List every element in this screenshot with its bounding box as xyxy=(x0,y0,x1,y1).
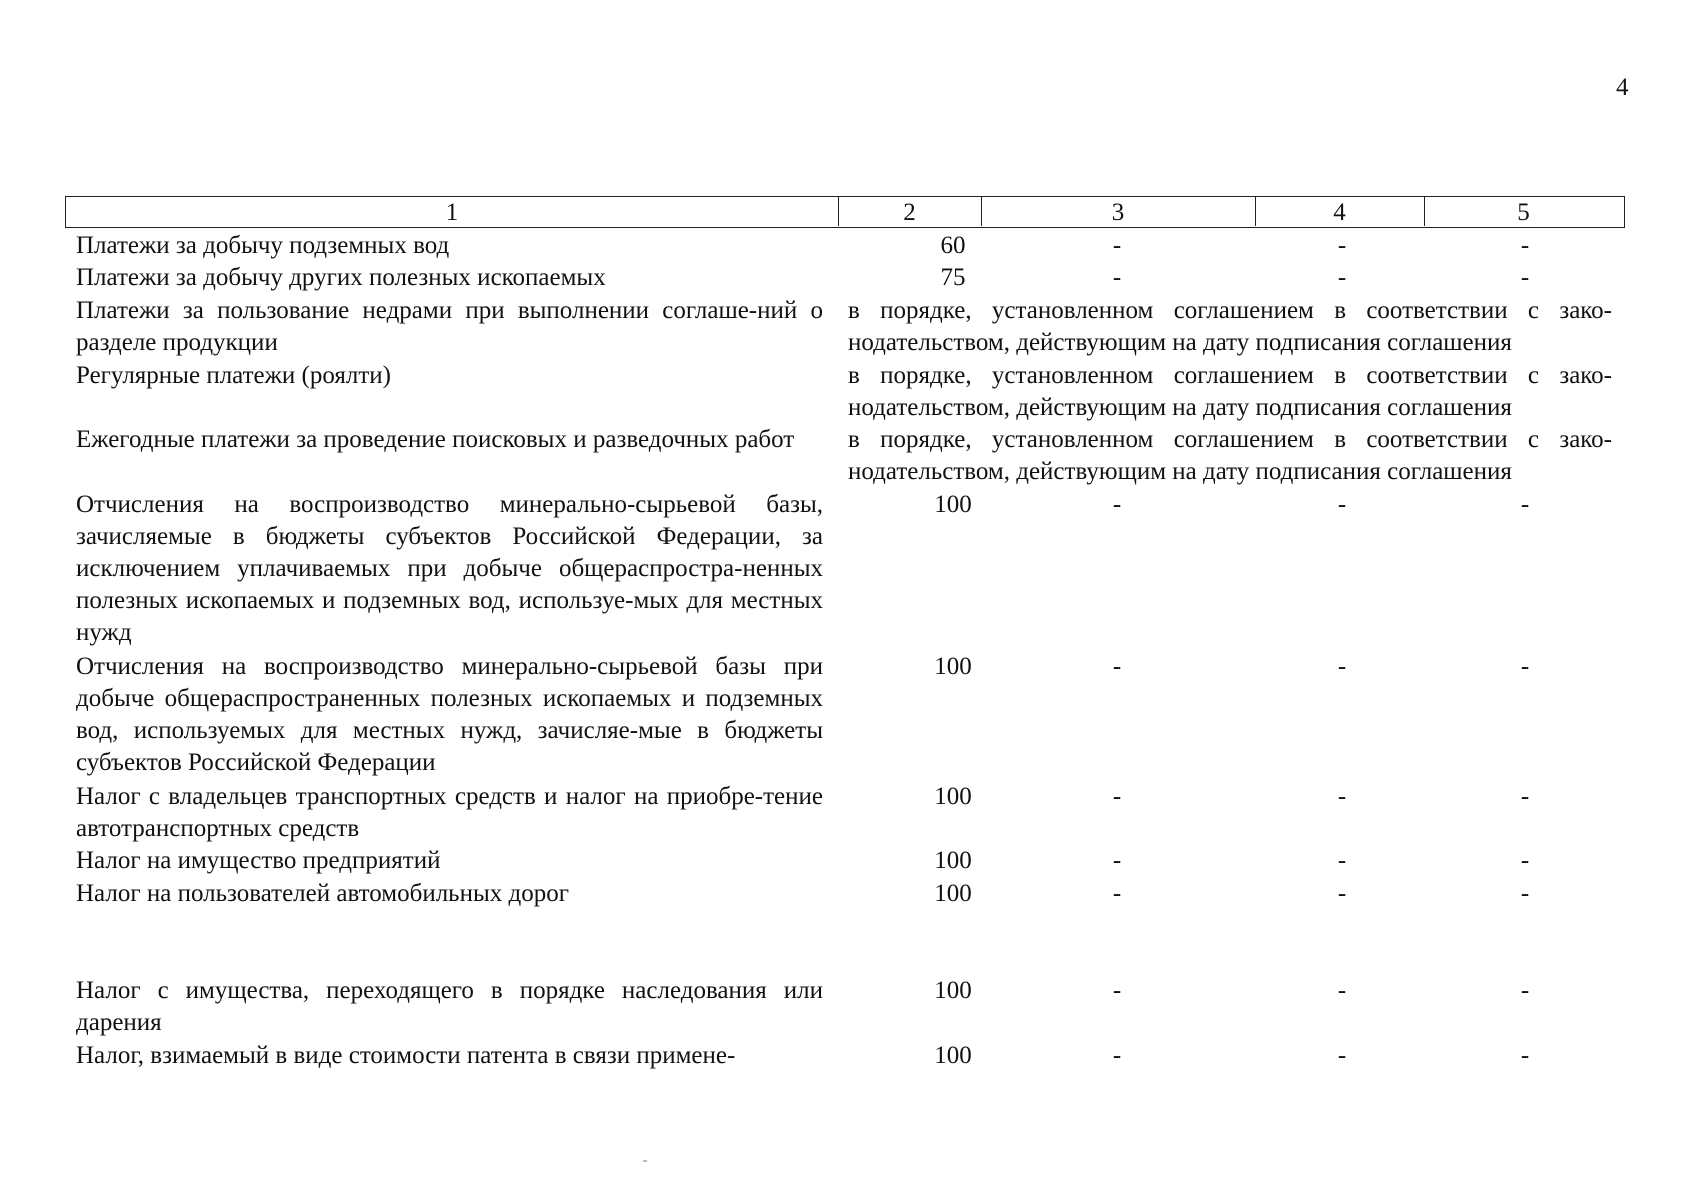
col5-value: - xyxy=(1520,491,1530,518)
col3-value: - xyxy=(1112,264,1122,291)
col5-value: - xyxy=(1520,977,1530,1004)
page-number: 4 xyxy=(1616,74,1629,101)
col3-value: - xyxy=(1112,232,1122,259)
col5-value: - xyxy=(1520,232,1530,259)
col5-value: - xyxy=(1520,264,1530,291)
row-label: Платежи за пользование недрами при выполнении соглаше-ний о разделе продукции xyxy=(76,297,823,356)
col2-value: 100 xyxy=(934,880,972,907)
col5-value: - xyxy=(1520,653,1530,680)
col5-value: - xyxy=(1520,1042,1530,1069)
row-note: в порядке, установленном соглашением в соответствии с зако-нодательством, действующим на дату подписания соглашения xyxy=(848,362,1612,421)
col5-value: - xyxy=(1520,847,1530,874)
row-label: Платежи за добычу подземных вод xyxy=(76,232,450,259)
col4-value: - xyxy=(1337,880,1347,907)
row-label: Регулярные платежи (роялти) xyxy=(76,362,392,389)
col2-value: 100 xyxy=(934,977,972,1004)
col3-value: - xyxy=(1112,1042,1122,1069)
col3-value: - xyxy=(1112,491,1122,518)
row-label: Ежегодные платежи за проведение поисковых и разведочных работ xyxy=(76,426,795,453)
col3-value: - xyxy=(1112,783,1122,810)
row-label: Налог на имущество предприятий xyxy=(76,847,441,874)
header-col-5: 5 xyxy=(1517,199,1530,226)
col5-value: - xyxy=(1520,783,1530,810)
header-col-1: 1 xyxy=(445,199,459,226)
col2-value: 100 xyxy=(934,847,972,874)
col4-value: - xyxy=(1337,977,1347,1004)
row-label: Налог с владельцев транспортных средств и налог на приобре-тение автотранспортных средств xyxy=(76,783,823,842)
col2-value: 100 xyxy=(934,783,972,810)
col4-value: - xyxy=(1337,264,1347,291)
row-label: Платежи за добычу других полезных ископаемых xyxy=(76,264,606,291)
col3-value: - xyxy=(1112,847,1122,874)
col2-value: 100 xyxy=(934,653,972,680)
table-header xyxy=(65,196,1625,228)
row-label: Налог, взимаемый в виде стоимости патента в связи примене- xyxy=(76,1042,736,1069)
col3-value: - xyxy=(1112,880,1122,907)
col2-value: 100 xyxy=(934,1042,972,1069)
col3-value: - xyxy=(1112,653,1122,680)
row-label: Отчисления на воспроизводство минерально-сырьевой базы при добыче общераспространенных полезных ископаемых и подземных вод, используемых для местных нужд, зачисляе-мые в бюджеты субъектов Российской Федерации xyxy=(76,653,823,776)
scan-speck xyxy=(643,1160,647,1162)
col4-value: - xyxy=(1337,847,1347,874)
col4-value: - xyxy=(1337,783,1347,810)
col2-value: 75 xyxy=(940,264,966,291)
header-col-3: 3 xyxy=(1111,199,1125,226)
col4-value: - xyxy=(1337,491,1347,518)
col2-value: 60 xyxy=(940,232,966,259)
row-label: Отчисления на воспроизводство минерально-сырьевой базы, зачисляемые в бюджеты субъектов Российской Федерации, за исключением уплачиваемых при добыче общераспростра-ненных полезных ископаемых и подземных вод, используе-мых для местных нужд xyxy=(76,491,823,646)
col5-value: - xyxy=(1520,880,1530,907)
col2-value: 100 xyxy=(934,491,972,518)
row-label: Налог на пользователей автомобильных дорог xyxy=(76,880,569,907)
col4-value: - xyxy=(1337,232,1347,259)
row-label: Налог с имущества, переходящего в порядке наследования или дарения xyxy=(76,977,823,1036)
header-col-4: 4 xyxy=(1333,199,1346,226)
header-col-2: 2 xyxy=(903,199,916,226)
col4-value: - xyxy=(1337,1042,1347,1069)
col3-value: - xyxy=(1112,977,1122,1004)
col4-value: - xyxy=(1337,653,1347,680)
row-note: в порядке, установленном соглашением в соответствии с зако-нодательством, действующим на дату подписания соглашения xyxy=(848,426,1612,485)
row-note: в порядке, установленном соглашением в соответствии с зако-нодательством, действующим на дату подписания соглашения xyxy=(848,297,1612,356)
